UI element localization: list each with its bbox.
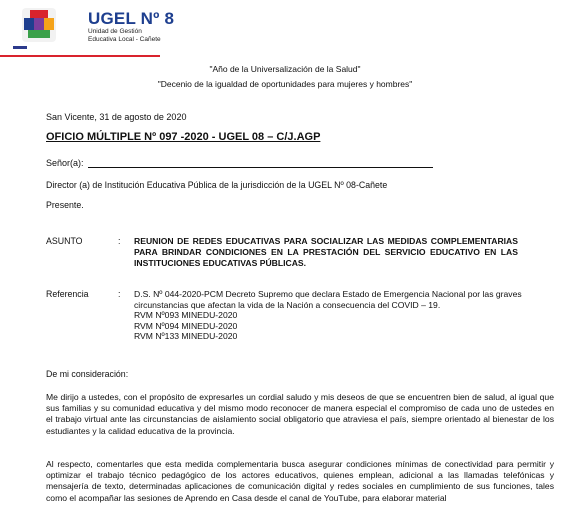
year-motto: "Año de la Universalización de la Salud" bbox=[209, 64, 361, 74]
referencia-item: D.S. Nº 044-2020-PCM Decreto Supremo que declara Estado de Emergencia Nacional por las graves circunstancias que afectan la vida de la Nación a consecuencia del COVID – 19. bbox=[134, 289, 522, 310]
referencia-item: RVM Nº133 MINEDU-2020 bbox=[134, 331, 238, 341]
referencia-item: RVM Nº093 MINEDU-2020 bbox=[134, 310, 238, 320]
logo-accent-bar bbox=[13, 46, 27, 49]
body-paragraph-1: Me dirijo a ustedes, con el propósito de expresarles un cordial saludo y mis deseos de que se encuentren bien de salud, al igual que sus familias y su comunidad educativa y del mismo modo reconocer de manera especial el compromiso de cada uno de ustedes en el trabajo virtual ante las circunstancias de aislamiento social obligatorio que atraviesa el país, siempre orientado al bienestar de los estudiantes y la calidad educativa de la provincia. bbox=[46, 392, 554, 436]
ugel-subtitle-2: Educativa Local - Cañete bbox=[88, 36, 161, 43]
header-divider bbox=[0, 55, 160, 57]
recipient-label: Señor(a): bbox=[46, 158, 84, 168]
referencia-list bbox=[134, 289, 534, 342]
ugel-header bbox=[88, 10, 174, 44]
asunto-label: ASUNTO bbox=[46, 236, 83, 246]
presente-text: Presente. bbox=[46, 200, 84, 210]
referencia-item: RVM Nº094 MINEDU-2020 bbox=[134, 320, 238, 331]
oficio-title: OFICIO MÚLTIPLE Nº 097 -2020 - UGEL 08 – C/J.AGP bbox=[46, 131, 321, 143]
body-paragraph-2: Al respecto, comentarles que esta medida complementaria busca asegurar condiciones mínimas de conectividad para permitir y optimizar el trabajo técnico pedagógico de los actores educativos, quienes emplean, adicional a las llamadas telefónicas y mensajería de texto, determinadas aplicaciones de comunicación digital y redes sociales en cumplimiento de sus funciones, tales como el acompañar las sesiones de Aprendo en Casa desde el canal de YouTube, para elaborar material bbox=[46, 459, 554, 503]
salutation: De mi consideración: bbox=[46, 369, 129, 379]
recipient-blank-line bbox=[88, 167, 433, 168]
ugel-title: UGEL Nº 8 bbox=[88, 9, 175, 28]
ugel-subtitle-1: Unidad de Gestión bbox=[88, 28, 142, 35]
document-date: San Vicente, 31 de agosto de 2020 bbox=[46, 112, 187, 122]
referencia-colon: : bbox=[118, 289, 121, 299]
ugel-logo bbox=[22, 8, 56, 42]
asunto-text: REUNION DE REDES EDUCATIVAS PARA SOCIALIZAR LAS MEDIDAS COMPLEMENTARIAS PARA BRINDAR CONDICIONES EN LA PRESTACIÓN DEL SERVICIO EDUCATIVO EN LAS INSTITUCIONES EDUCATIVAS PÚBLICAS. bbox=[134, 236, 518, 268]
referencia-label: Referencia bbox=[46, 289, 89, 299]
decade-motto: "Decenio de la igualdad de oportunidades para mujeres y hombres" bbox=[157, 79, 413, 89]
recipient-role: Director (a) de Institución Educativa Pública de la jurisdicción de la UGEL Nº 08-Cañete bbox=[46, 180, 388, 190]
asunto-colon: : bbox=[118, 236, 121, 246]
